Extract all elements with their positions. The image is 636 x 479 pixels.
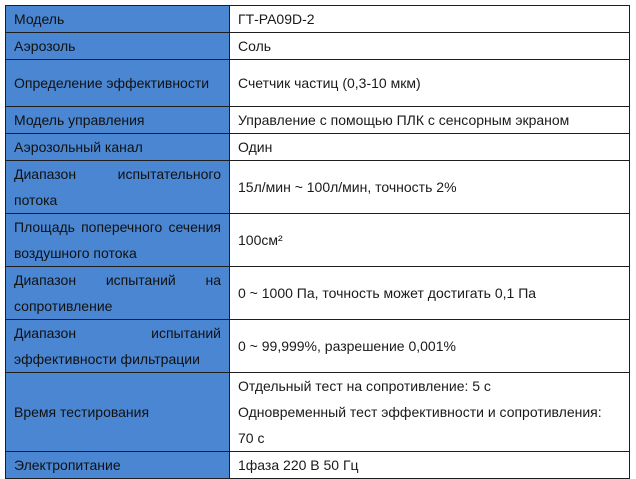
row-label: Определение эффективности	[6, 60, 230, 107]
row-label: Модель	[6, 6, 230, 33]
row-value: 1фаза 220 В 50 Гц	[230, 452, 630, 479]
table-row	[6, 60, 630, 107]
row-label: Диапазон испытаний эффективности фильтрации	[6, 320, 230, 373]
row-label: Аэрозольный канал	[6, 134, 230, 161]
row-value: Соль	[230, 33, 630, 60]
row-label: Аэрозоль	[6, 33, 230, 60]
row-label: Модель управления	[6, 107, 230, 134]
table-row	[6, 320, 630, 373]
row-value: Счетчик частиц (0,3-10 мкм)	[230, 60, 630, 107]
table-row	[6, 452, 630, 479]
value-line: Отдельный тест на сопротивление: 5 с	[238, 378, 491, 394]
table-row	[6, 107, 630, 134]
row-label: Диапазон испытательного потока	[6, 161, 230, 214]
table-row	[6, 33, 630, 60]
table-row	[6, 214, 630, 267]
table-row	[6, 134, 630, 161]
row-label: Диапазон испытаний на сопротивление	[6, 267, 230, 320]
row-value: 15л/мин ~ 100л/мин, точность 2%	[230, 161, 630, 214]
table-row	[6, 373, 630, 452]
value-line: Одновременный тест эффективности и сопротивления: 70 с	[238, 404, 602, 446]
table-row	[6, 6, 630, 33]
spec-table	[5, 5, 630, 479]
row-value: 0 ~ 99,999%, разрешение 0,001%	[230, 320, 630, 373]
table-row	[6, 161, 630, 214]
row-value: ГТ-PA09D-2	[230, 6, 630, 33]
row-value: 0 ~ 1000 Па, точность может достигать 0,1 Па	[230, 267, 630, 320]
row-label: Время тестирования	[6, 373, 230, 452]
table-row	[6, 267, 630, 320]
row-value: Один	[230, 134, 630, 161]
row-label: Электропитание	[6, 452, 230, 479]
row-value: Управление с помощью ПЛК с сенсорным экраном	[230, 107, 630, 134]
row-value: 100см²	[230, 214, 630, 267]
row-value	[230, 373, 630, 452]
row-label: Площадь поперечного сечения воздушного потока	[6, 214, 230, 267]
